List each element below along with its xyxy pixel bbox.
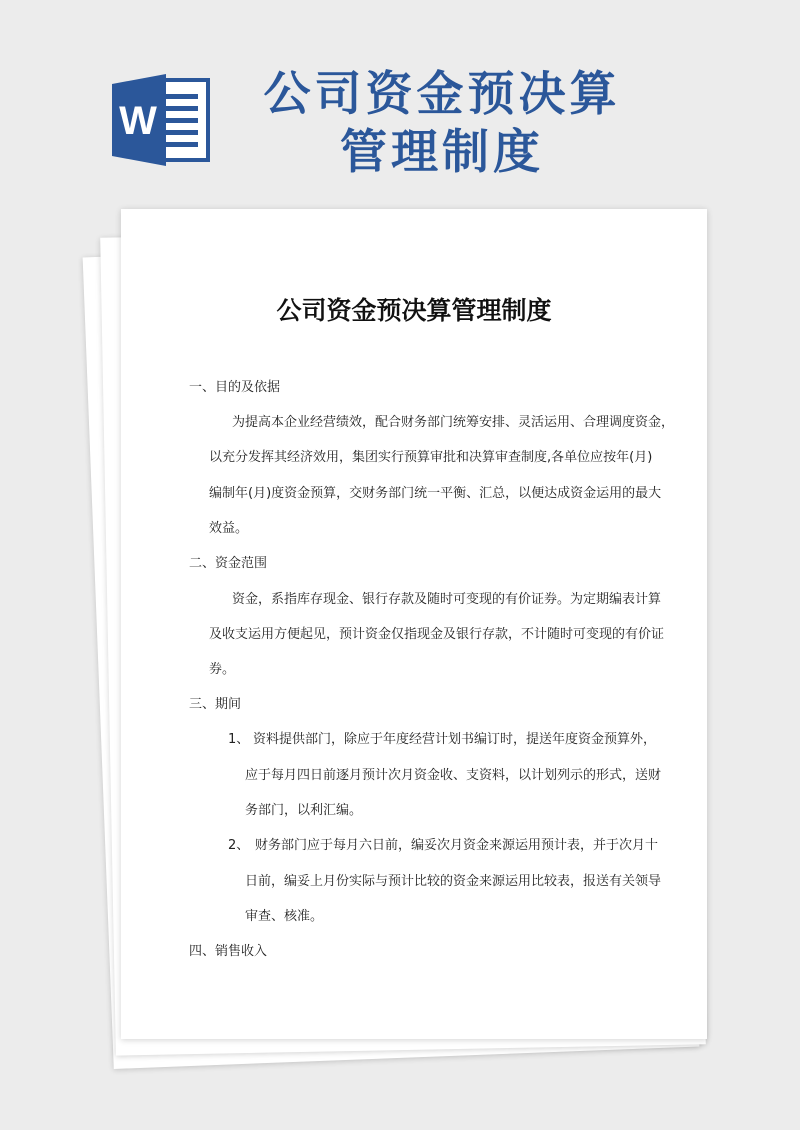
- section-heading-period: 三、期间: [189, 697, 242, 712]
- word-document-icon: [108, 72, 214, 168]
- banner-title: [232, 66, 652, 182]
- section-heading-sales-revenue: 四、销售收入: [189, 944, 268, 959]
- list-item-line: 应于每月四日前逐月预计次月资金收、支资料，以计划列示的形式，送财: [245, 768, 662, 783]
- list-item-number: 1、: [228, 732, 250, 747]
- paragraph-line: 为提高本企业经营绩效，配合财务部门统筹安排、灵活运用、合理调度资金，: [232, 415, 675, 430]
- paragraph-line: 编制年(月)度资金预算，交财务部门统一平衡、汇总，以便达成资金运用的最大: [209, 486, 662, 501]
- list-item-line: 日前，编妥上月份实际与预计比较的资金来源运用比较表，报送有关领导: [245, 874, 662, 889]
- document-page: [121, 209, 707, 1039]
- paragraph-line: 券。: [209, 662, 236, 677]
- word-icon-letter: W: [119, 99, 157, 143]
- section-heading-scope: 二、资金范围: [189, 556, 268, 571]
- paragraph-line: 效益。: [209, 521, 249, 536]
- banner-title-line-1: 公司资金预决算: [263, 67, 621, 122]
- list-item-line: 资料提供部门，除应于年度经营计划书编订时，提送年度资金预算外，: [253, 732, 657, 747]
- paragraph-line: 资金，系指库存现金、银行存款及随时可变现的有价证券。为定期编表计算: [232, 592, 662, 607]
- list-item-line: 审查、核准。: [245, 909, 324, 924]
- paragraph-line: 以充分发挥其经济效用，集团实行预算审批和决算审查制度,各单位应按年(月): [209, 450, 653, 465]
- banner-title-line-2: 管理制度: [340, 125, 544, 180]
- paragraph-line: 及收支运用方便起见，预计资金仅指现金及银行存款，不计随时可变现的有价证: [209, 627, 665, 642]
- section-heading-purpose: 一、目的及依据: [189, 380, 281, 395]
- list-item-number: 2、: [228, 838, 250, 853]
- list-item-line: 务部门，以利汇编。: [245, 803, 363, 818]
- document-title: 公司资金预决算管理制度: [276, 296, 552, 325]
- list-item-line: 财务部门应于每月六日前，编妥次月资金来源运用预计表，并于次月十: [255, 838, 659, 853]
